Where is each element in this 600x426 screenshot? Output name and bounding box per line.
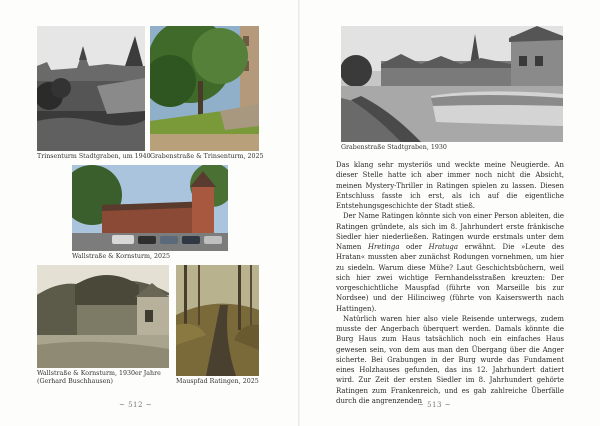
folio-number-right: 513 <box>427 401 442 409</box>
photo-trinsenturm-1940-image <box>37 26 145 151</box>
paragraph-2-text-a: Der Name Ratingen könnte sich von einer Person ableiten, die Ratingen gründete, als sich im 8. Jahrhundert erste fränkische Siedler hier niederließen. Ratingen wurde erstmals unter dem Namen <box>336 212 564 251</box>
page-number-right <box>418 401 451 409</box>
term-hretinga: Hretinga <box>367 243 400 251</box>
photo-wallstrasse-1930er-image <box>37 265 169 368</box>
paragraph-3 <box>336 314 564 406</box>
caption-photo-credit: (Gerhard Buschhausen) <box>37 378 113 385</box>
photo-mauspfad-2025 <box>176 265 259 376</box>
photo-grabenstrasse-2025-image <box>150 26 259 151</box>
right-page <box>300 0 600 426</box>
paragraph-1-text: Das klang sehr mysteriös und weckte meine Neugierde. An dieser Stelle hatte ich aber immer noch nicht die Absicht, meinen Mystery-Thriller in Ratingen spielen zu lassen. Diesen Entschluss fasste ich erst, als ich auf die eigentliche Entstehungsgeschichte der Stadt stieß. <box>336 161 564 210</box>
caption-trinsenturm-1940: Trinsenturm Stadtgraben, um 1940 <box>37 153 151 160</box>
photo-mauspfad-2025-image <box>176 265 259 376</box>
caption-stadtgraben-1930: Grabenstraße Stadtgraben, 1930 <box>341 144 447 151</box>
photo-stadtgraben-1930-image <box>341 26 563 142</box>
caption-wallstrasse-2025: Wallstraße & Kornsturm, 2025 <box>72 253 170 260</box>
body-text <box>336 160 564 406</box>
caption-grabenstrasse-2025: Grabenstraße & Trinsenturm, 2025 <box>150 153 264 160</box>
folio-ornament-right-2: ~ <box>441 401 452 409</box>
folio-ornament-left: ~ <box>119 401 129 409</box>
caption-mauspfad-2025: Mauspfad Ratingen, 2025 <box>176 378 259 385</box>
page-number-left <box>119 401 152 409</box>
photo-stadtgraben-1930 <box>341 26 563 142</box>
paragraph-1 <box>336 160 564 211</box>
folio-ornament-right: ~ <box>142 401 153 409</box>
caption-wallstrasse-1930er: Wallstraße & Kornsturm, 1930er Jahre <box>37 370 161 377</box>
photo-trinsenturm-1940 <box>37 26 145 151</box>
paragraph-2-text-c: erwähnt. Die »Leute des Hratan« mussten aber zunächst Rodungen vornehmen, um hier zu siedeln. Warum diese Mühe? Laut Geschichtsbüchern, weil sich hier zwei wichtige Fernhandelsstraßen kreuzten: Der vorgeschichtliche Mauspfad (führte von Marseille bis zur Nordsee) und der Hilinciweg (führte von Kaiserswerth nach Hattingen). <box>336 243 565 313</box>
folio-ornament-left-2: ~ <box>418 401 428 409</box>
photo-wallstrasse-2025 <box>72 165 228 251</box>
photo-wallstrasse-1930er <box>37 265 169 368</box>
paragraph-2-text-b: oder <box>399 243 429 251</box>
paragraph-3-text: Natürlich waren hier also viele Reisende unterwegs, zudem musste der Angerbach überquert werden. Damals könnte die Burg Haus zum Haus tatsächlich noch ein einfaches Haus gewesen sein, von dem aus man den Übergang über die Anger sicherte. Bei Grabungen in der Burg wurde das Fundament eines Holzhauses gefunden, das ins 12. Jahrhundert datiert wird. Zur Zeit der ersten Siedler im 8. Jahrhundert gehörte Ratingen zum Frankenreich, und es gab zahlreiche Überfälle durch die angrenzenden <box>336 314 564 405</box>
paragraph-2 <box>336 211 564 314</box>
folio-number-left: 512 <box>128 401 143 409</box>
photo-grabenstrasse-2025 <box>150 26 259 151</box>
photo-wallstrasse-2025-image <box>72 165 228 251</box>
term-hratuga: Hratuga <box>428 243 458 251</box>
